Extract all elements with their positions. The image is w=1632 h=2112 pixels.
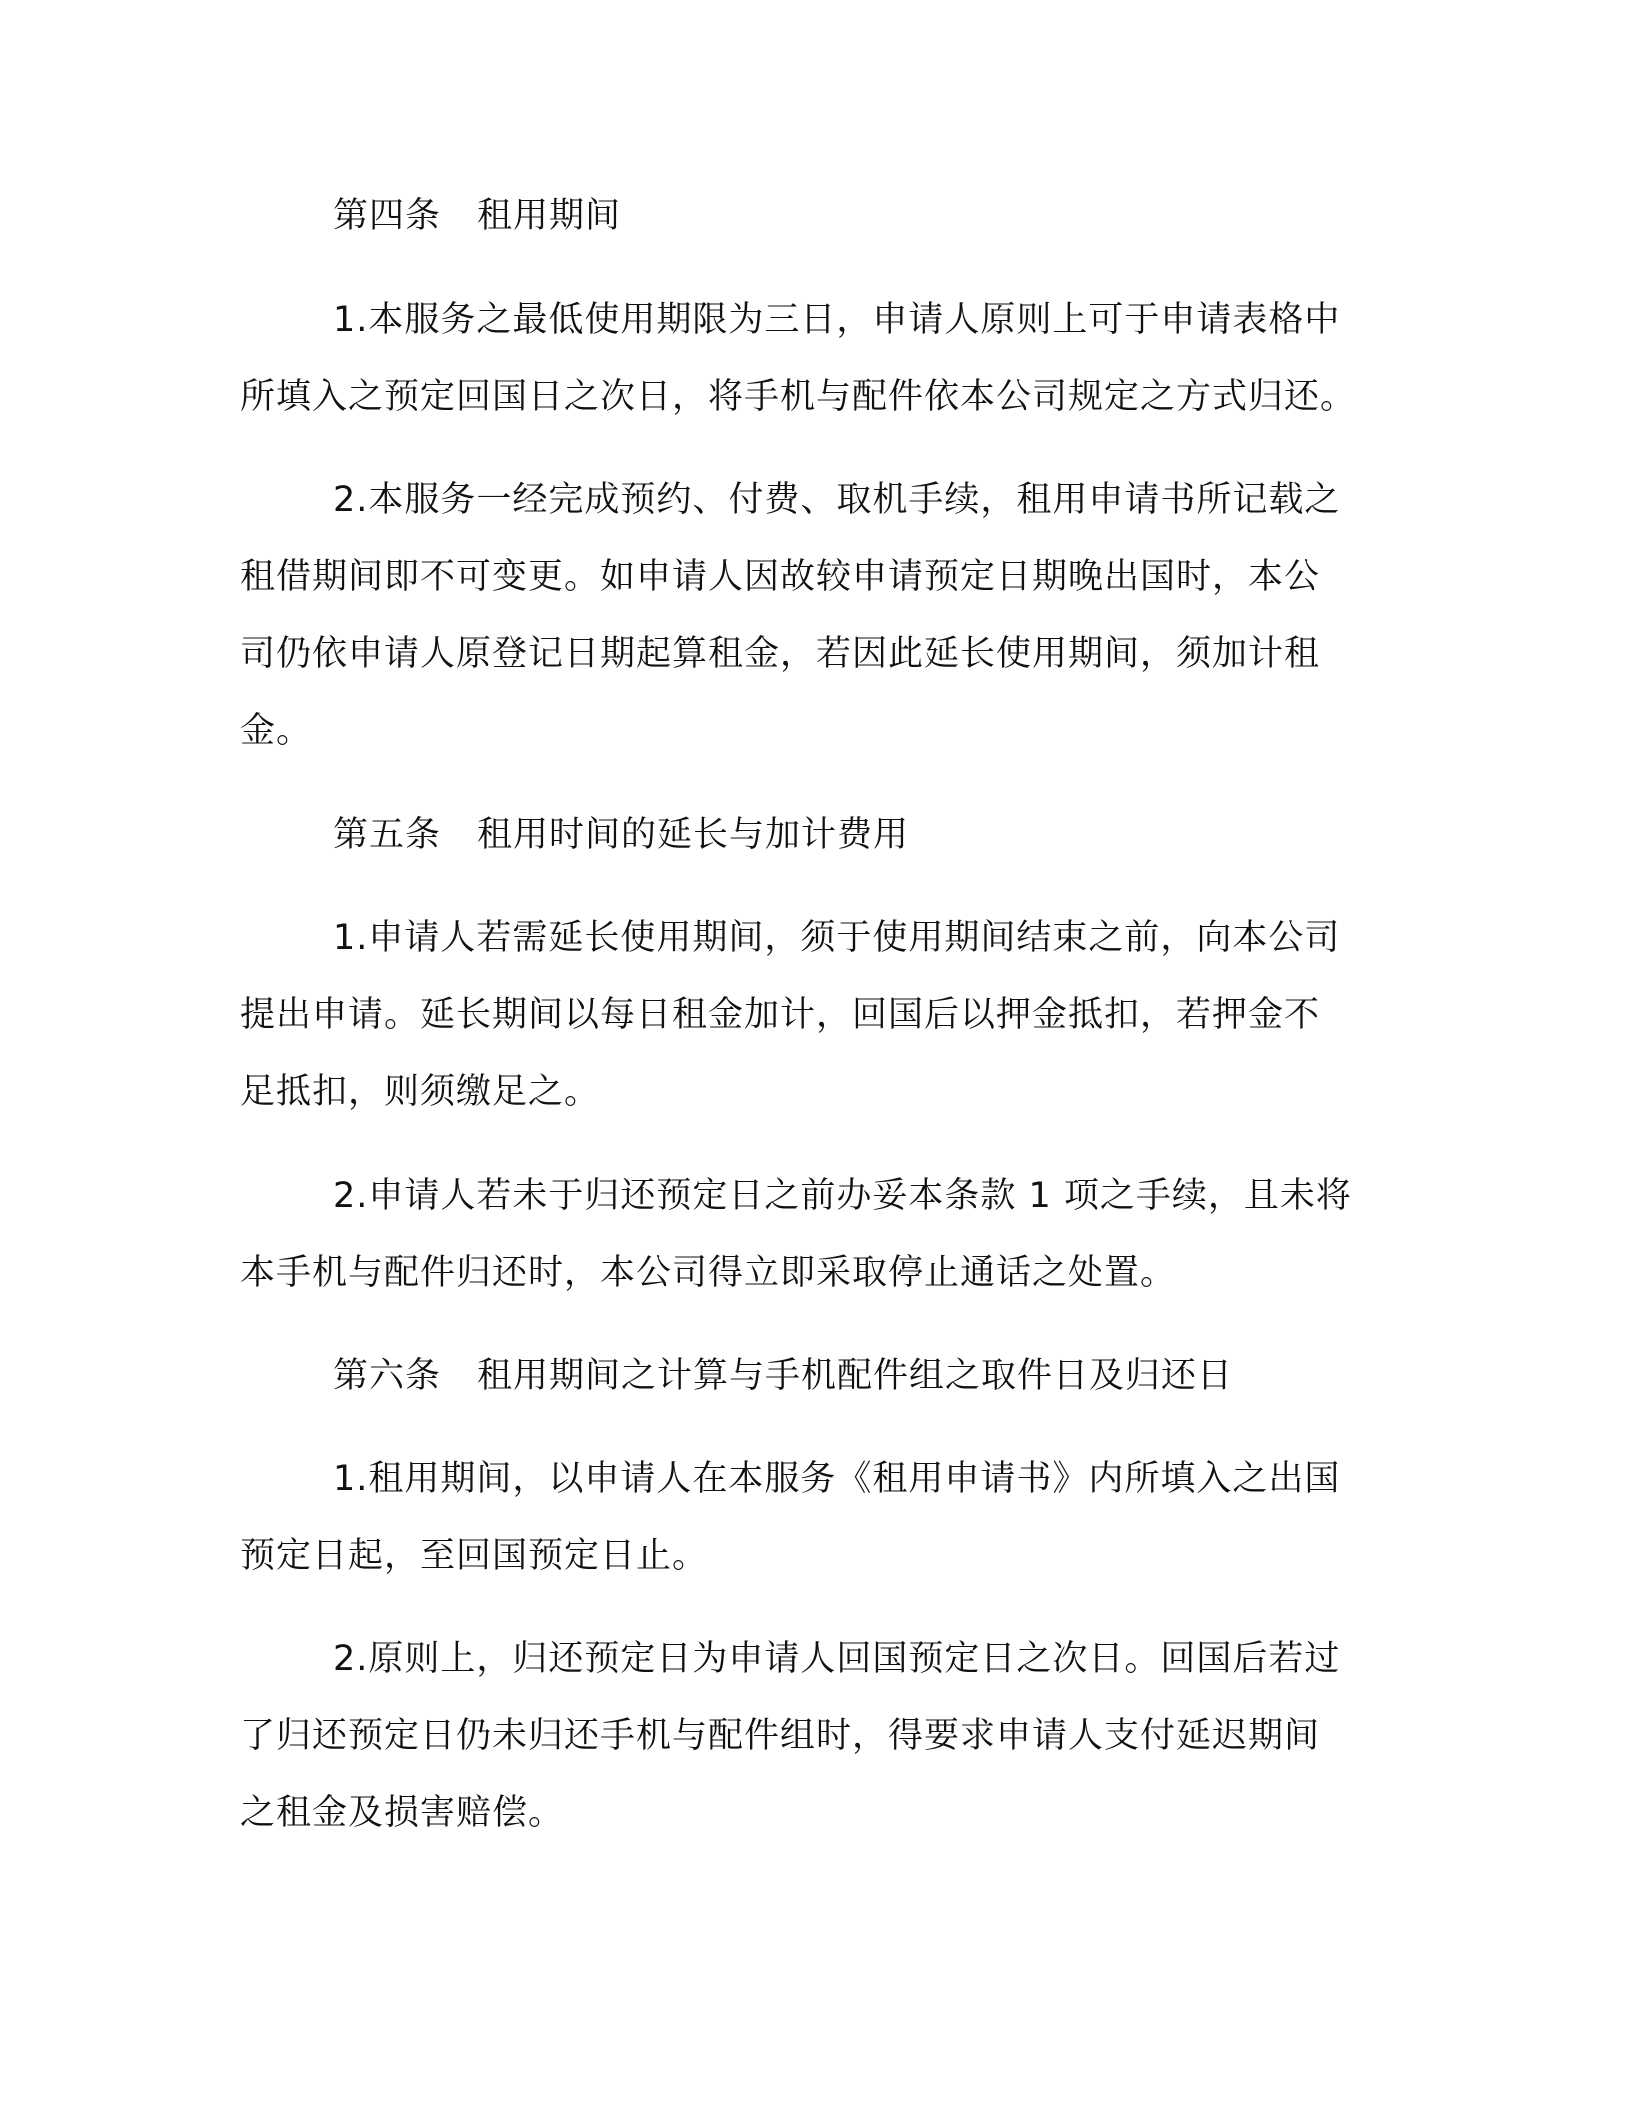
article-5-p2-line1: 2.申请人若未于归还预定日之前办妥本条款 1 项之手续，且未将 [333,1176,1352,1216]
article-5-p1-line3: 足抵扣，则须缴足之。 [240,1072,601,1112]
article-4-p2-line4: 金。 [240,711,313,751]
article-4-p2-line3: 司仍依申请人原登记日期起算租金，若因此延长使用期间，须加计租 [240,634,1321,674]
article-5-p2-line2: 本手机与配件归还时，本公司得立即采取停止通话之处置。 [240,1253,1177,1293]
article-4-p2-line2: 租借期间即不可变更。如申请人因故较申请预定日期晚出国时，本公 [240,557,1321,597]
article-4-p2-line1: 2.本服务一经完成预约、付费、取机手续，租用申请书所记载之 [333,480,1341,520]
article-6-p1-line1: 1.租用期间，以申请人在本服务《租用申请书》内所填入之出国 [333,1459,1341,1499]
article-6-p2-line1: 2.原则上，归还预定日为申请人回国预定日之次日。回国后若过 [333,1639,1341,1679]
article-6-p1-line2: 预定日起，至回国预定日止。 [240,1536,709,1576]
article-5-p1-line2: 提出申请。延长期间以每日租金加计，回国后以押金抵扣，若押金不 [240,995,1321,1035]
article-6-p2-line3: 之租金及损害赔偿。 [240,1793,565,1833]
article-4-p1-line2: 所填入之预定回国日之次日，将手机与配件依本公司规定之方式归还。 [240,377,1357,417]
article-4-p1-line1: 1.本服务之最低使用期限为三日，申请人原则上可于申请表格中 [333,300,1341,340]
article-6-p2-line2: 了归还预定日仍未归还手机与配件组时，得要求申请人支付延迟期间 [240,1716,1321,1756]
article-5-p1-line1: 1.申请人若需延长使用期间，须于使用期间结束之前，向本公司 [333,918,1341,958]
article-5-heading: 第五条 租用时间的延长与加计费用 [333,815,910,855]
article-4-heading: 第四条 租用期间 [333,196,622,236]
article-6-heading: 第六条 租用期间之计算与手机配件组之取件日及归还日 [333,1356,1234,1396]
